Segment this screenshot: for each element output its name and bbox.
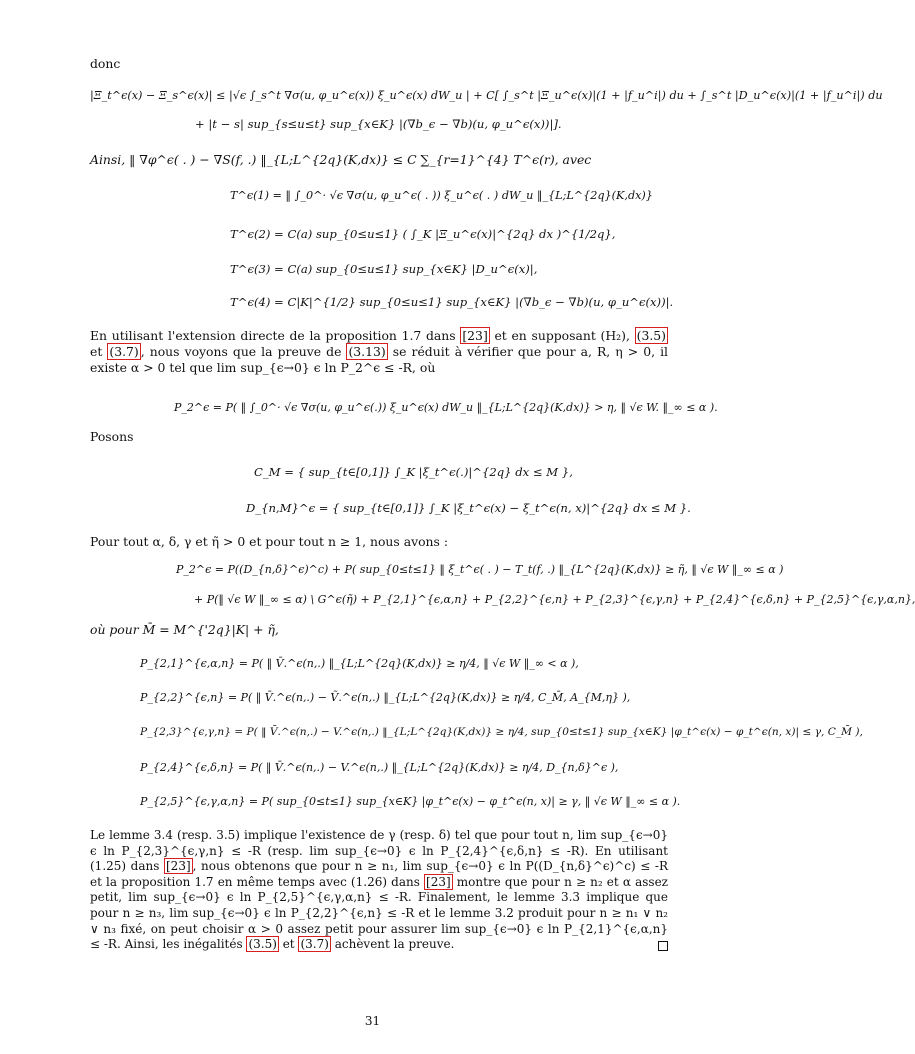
- text-ou-pour: [90, 622, 668, 638]
- equation-T3: [230, 261, 808, 277]
- qed-square-icon: [658, 941, 668, 951]
- sentence: où pour M̄ = M^{'2q}|K| + η̃,: [90, 622, 279, 637]
- word-donc: donc: [90, 56, 121, 71]
- equation-DnM: [246, 500, 824, 516]
- equation-line: P_{2,2}^{ϵ,n} = P( ‖ V̄.^ϵ(n,.) − Ṽ.^ϵ(n,.) ‖_{L;L^{2q}(K,dx)} ≥ η/4, C_M̄, A_{M,η} ),: [140, 691, 631, 704]
- equation-T4: [230, 294, 808, 310]
- equation-xi-difference: [90, 88, 883, 104]
- equation-line: P_{2,3}^{ϵ,γ,n} = P( ‖ V̄.^ϵ(n,.) − V.^ϵ(n,.) ‖_{L;L^{2q}(K,dx)} ≥ η/4, sup_{0≤t≤1} sup_{x∈K} |φ_t^ϵ(x) − φ_t^ϵ(n, x)| ≤ γ, C_M̄ ),: [140, 726, 863, 738]
- citation-link-23[interactable]: [23]: [166, 859, 191, 874]
- equation-P23: [140, 724, 863, 740]
- equation-line: T^ϵ(4) = C|K|^{1/2} sup_{0≤u≤1} sup_{x∈K} |(∇b_ϵ − ∇b)(u, φ_u^ϵ(x))|.: [230, 295, 674, 309]
- equation-link-3-7[interactable]: (3.7): [300, 937, 329, 952]
- equation-CM: [254, 464, 832, 480]
- equation-T2: [230, 226, 808, 242]
- text-run: Le lemme 3.4 (resp. 3.5) implique l'existence de γ (resp. δ) tel que pour tout n, lim sup_{ϵ→0} ϵ ln P_{2,3}^{ϵ,γ,n} ≤ -R (resp. lim sup_{ϵ→0} ϵ ln P_{2,4}^{ϵ,δ,n} ≤ -R). En utilisant (1.25) dans: [90, 828, 668, 874]
- word-posons: Posons: [90, 429, 134, 444]
- citation-link-23[interactable]: [23]: [426, 874, 451, 889]
- text-pour-tout: [90, 534, 668, 550]
- text-run: En utilisant l'extension directe de la proposition 1.7 dans: [90, 328, 461, 343]
- text-ainsi: [90, 152, 668, 168]
- sentence: Ainsi, ‖ ∇φ^ϵ( . ) − ∇S(f, .) ‖_{L;L^{2q}(K,dx)} ≤ C ∑_{r=1}^{4} T^ϵ(r), avec: [90, 152, 592, 167]
- equation-line: T^ϵ(2) = C(a) sup_{0≤u≤1} ( ∫_K |Ξ_u^ϵ(x)|^{2q} dx )^{1/2q},: [230, 227, 616, 241]
- equation-T1: [230, 188, 808, 204]
- equation-P25: [140, 794, 718, 810]
- equation-P21: [140, 656, 718, 672]
- equation-P2: [174, 400, 752, 416]
- equation-line: |Ξ_t^ϵ(x) − Ξ_s^ϵ(x)| ≤ |√ϵ ∫_s^t ∇σ(u, φ_u^ϵ(x)) ξ_u^ϵ(x) dW_u | + C[ ∫_s^t |Ξ_u^ϵ(x)|(1 + |f_u^i|) du + ∫_s^t |D_u^ϵ(x)|(1 + |f_u^i|) du: [90, 89, 883, 102]
- citation-link-23[interactable]: [23]: [462, 328, 488, 343]
- equation-P24: [140, 760, 718, 776]
- equation-line: + |t − s| sup_{s≤u≤t} sup_{x∈K} |(∇b_ϵ − ∇b)(u, φ_u^ϵ(x))|].: [195, 117, 562, 131]
- text-run: , nous voyons que la preuve de: [140, 344, 347, 359]
- equation-line: P_{2,1}^{ϵ,α,n} = P( ‖ V̄.^ϵ(n,.) ‖_{L;L^{2q}(K,dx)} ≥ η/4, ‖ √ϵ W ‖_∞ < α ),: [140, 657, 579, 670]
- equation-xi-difference-cont: [195, 116, 773, 132]
- equation-line: + P(‖ √ϵ W ‖_∞ ≤ α) \ G^ϵ(η̃) + P_{2,1}^{ϵ,α,n} + P_{2,2}^{ϵ,n} + P_{2,3}^{ϵ,γ,n} + P_{2,4}^{ϵ,δ,n} + P_{2,5}^{ϵ,γ,α,n},: [194, 593, 915, 606]
- equation-link-3-5[interactable]: (3.5): [636, 328, 666, 343]
- text-donc: [90, 56, 668, 72]
- text-run: et: [278, 937, 299, 952]
- equation-link-3-13[interactable]: (3.13): [348, 344, 386, 359]
- equation-line: P_2^ϵ = P( ‖ ∫_0^· √ϵ ∇σ(u, φ_u^ϵ(.)) ξ_u^ϵ(x) dW_u ‖_{L;L^{2q}(K,dx)} > η, ‖ √ϵ W. ‖_∞ ≤ α ).: [174, 401, 718, 414]
- text-run: et en supposant (H₂),: [489, 328, 635, 343]
- equation-P2-decomposition-cont: [194, 592, 915, 608]
- equation-line: T^ϵ(3) = C(a) sup_{0≤u≤1} sup_{x∈K} |D_u^ϵ(x)|,: [230, 262, 538, 276]
- paragraph-extension: [90, 328, 668, 376]
- equation-line: T^ϵ(1) = ‖ ∫_0^· √ϵ ∇σ(u, φ_u^ϵ( . )) ξ_u^ϵ( . ) dW_u ‖_{L;L^{2q}(K,dx)}: [230, 189, 653, 202]
- text-run: , nous obtenons que pour n ≥ n₁, lim sup_{ϵ→0} ϵ ln P((D_{n,δ}^ϵ)^c) ≤ -R et la proposition 1.7 en même temps avec (1.26) dans: [90, 859, 668, 889]
- text-run: et: [90, 344, 108, 359]
- equation-line: P_{2,4}^{ϵ,δ,n} = P( ‖ V̄.^ϵ(n,.) − V.^ϵ(n,.) ‖_{L;L^{2q}(K,dx)} ≥ η/4, D_{n,δ}^ϵ ),: [140, 761, 619, 774]
- text-run: achèvent la preuve.: [330, 937, 455, 952]
- text-run: montre que pour n ≥ n₂ et α assez petit, lim sup_{ϵ→0} ϵ ln P_{2,5}^{ϵ,γ,α,n} ≤ -R. Finalement, le lemme 3.3 implique que pour n ≥ n₃, lim sup_{ϵ→0} ϵ ln P_{2,2}^{ϵ,n} ≤ -R et le lemme 3.2 produit pour n ≥ n₁ ∨ n₂ ∨ n₃ fixé, on peut choisir α > 0 assez petit pour assurer lim sup_{ϵ→0} ϵ ln P_{2,1}^{ϵ,α,n} ≤ -R. Ainsi, les inégalités: [90, 874, 668, 952]
- equation-line: C_M = { sup_{t∈[0,1]} ∫_K |ξ_t^ϵ(.)|^{2q} dx ≤ M },: [254, 465, 573, 479]
- equation-link-3-5[interactable]: (3.5): [248, 937, 277, 952]
- equation-line: D_{n,M}^ϵ = { sup_{t∈[0,1]} ∫_K |ξ_t^ϵ(x) − ξ_t^ϵ(n, x)|^{2q} dx ≤ M }.: [246, 501, 691, 515]
- equation-P22: [140, 690, 718, 706]
- page-number: 31: [364, 1014, 381, 1028]
- paragraph-conclusion: [90, 828, 668, 953]
- equation-link-3-7[interactable]: (3.7): [109, 344, 139, 359]
- sentence: Pour tout α, δ, γ et η̃ > 0 et pour tout n ≥ 1, nous avons :: [90, 534, 448, 549]
- text-posons: [90, 429, 668, 445]
- equation-line: P_2^ϵ = P((D_{n,δ}^ϵ)^c) + P( sup_{0≤t≤1} ‖ ξ_t^ϵ( . ) − T_t(f, .) ‖_{L^{2q}(K,dx)} ≥ η̃, ‖ √ϵ W ‖_∞ ≤ α ): [176, 563, 784, 576]
- equation-line: P_{2,5}^{ϵ,γ,α,n} = P( sup_{0≤t≤1} sup_{x∈K} |φ_t^ϵ(x) − φ_t^ϵ(n, x)| ≥ γ, ‖ √ϵ W ‖_∞ ≤ α ).: [140, 795, 681, 808]
- text-run: se réduit à vérifier que pour a, R, η > 0, il existe α > 0 tel que lim sup_{ϵ→0} ϵ ln P_2^ϵ ≤ -R, où: [90, 344, 668, 375]
- equation-P2-decomposition: [176, 562, 784, 578]
